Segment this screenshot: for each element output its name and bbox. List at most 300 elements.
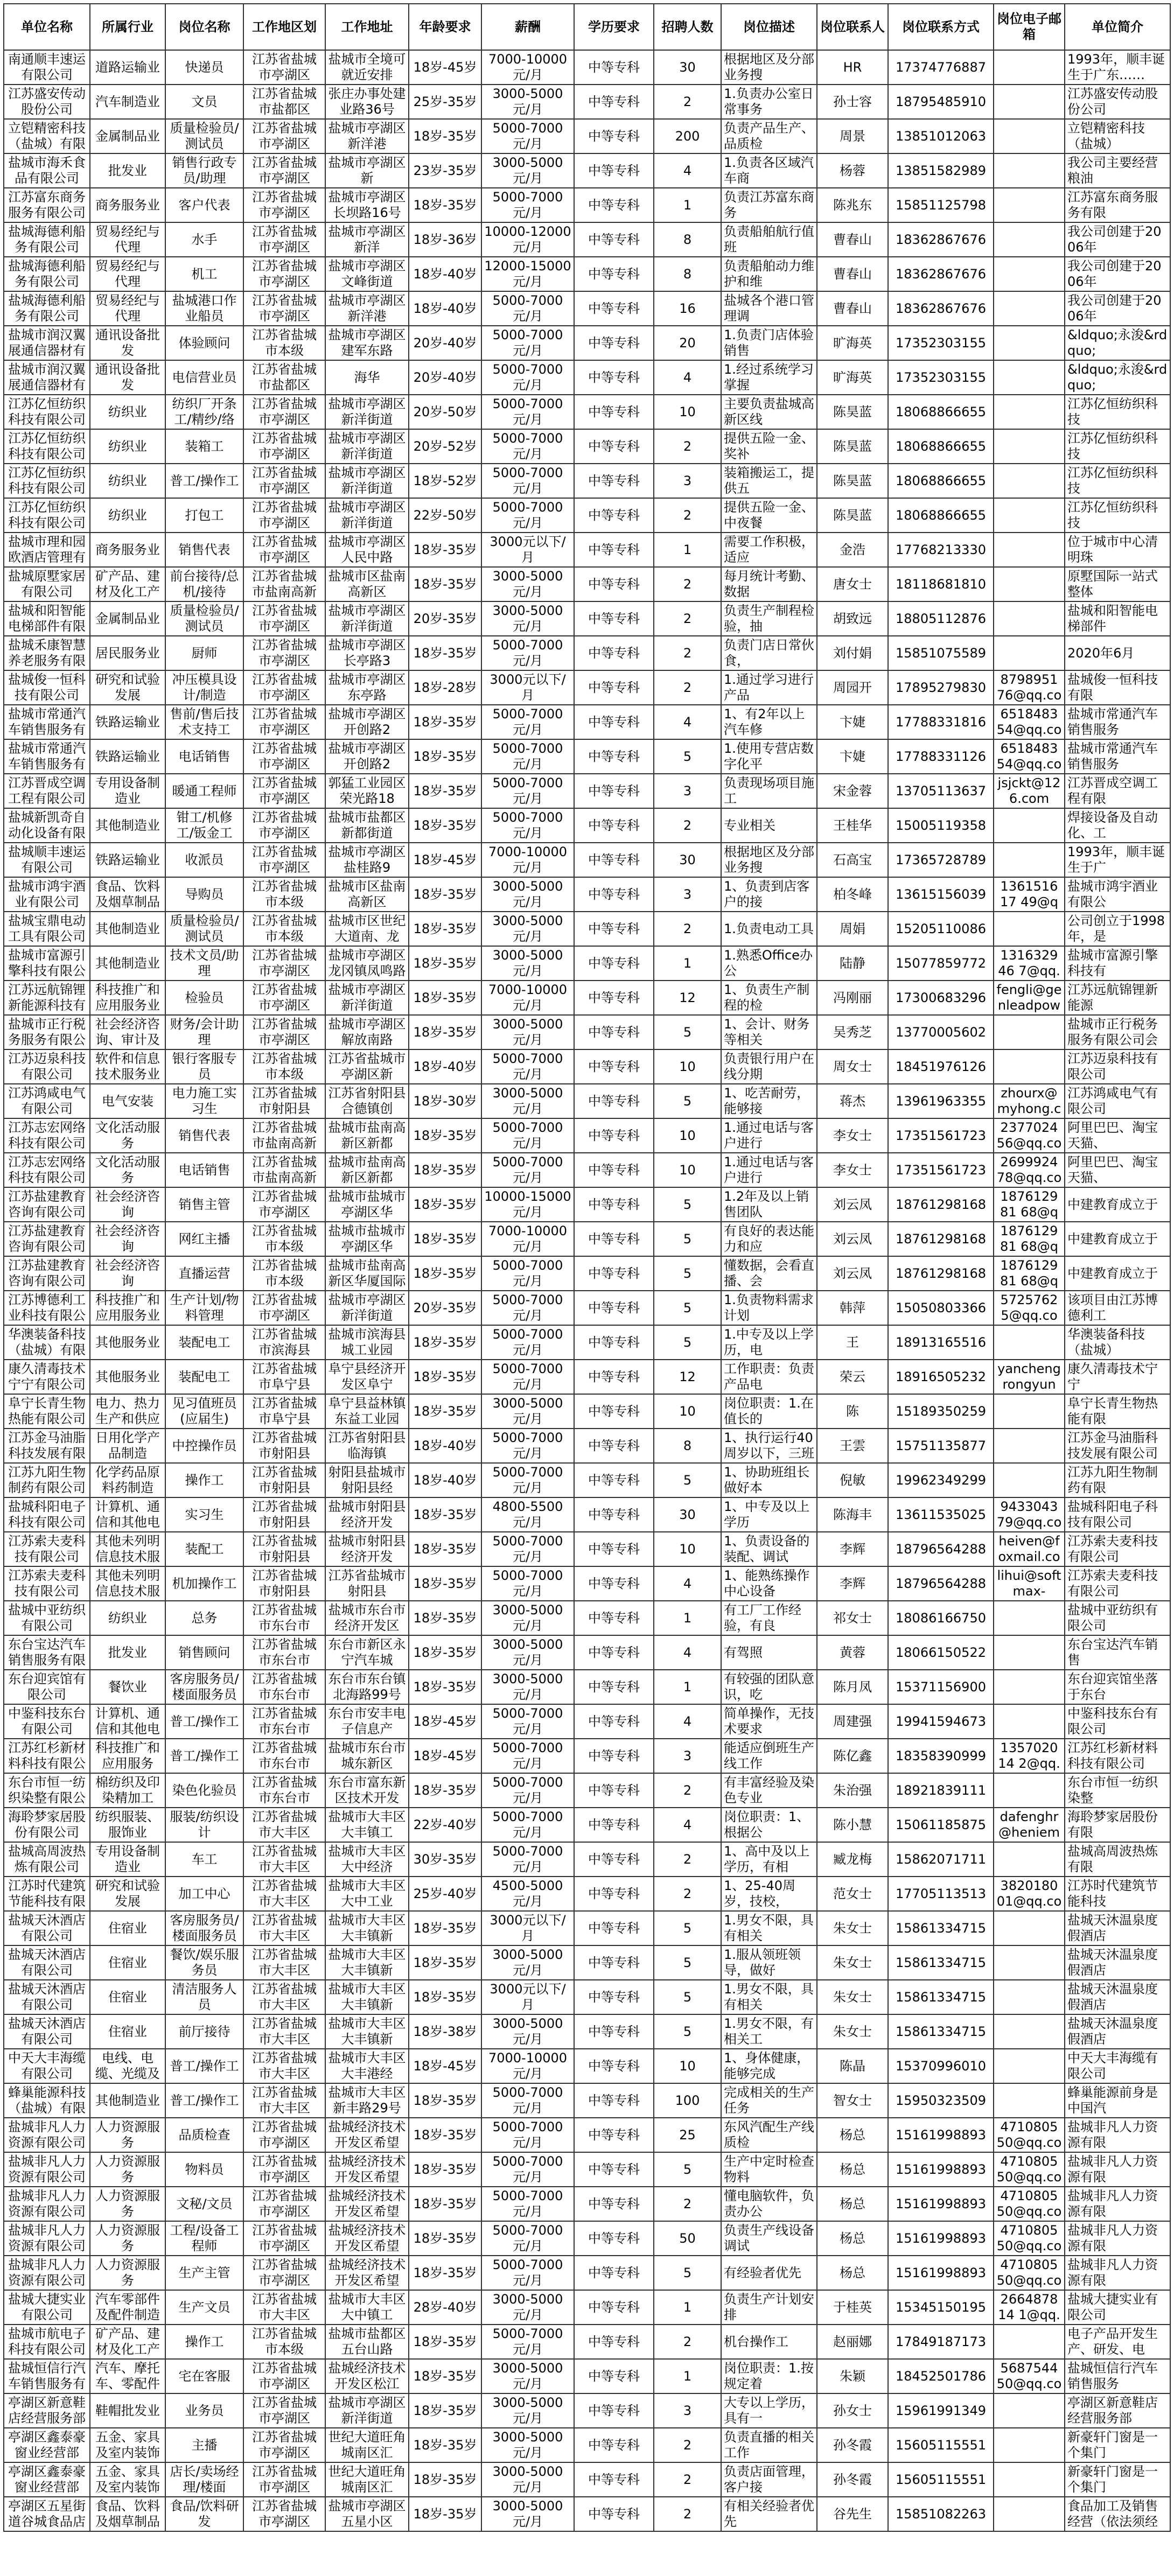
cell-position bbox=[165, 119, 243, 153]
cell-contact-phone bbox=[888, 1429, 994, 1463]
work-district-text: 江苏省盐城市本级 bbox=[252, 327, 317, 358]
contact-phone-text: 13961963355 bbox=[896, 1093, 986, 1109]
contact-phone-text: 15370996010 bbox=[896, 2058, 986, 2074]
position-text: 质量检验员/测试员 bbox=[170, 121, 239, 151]
industry-text: 通讯设备批发 bbox=[95, 327, 160, 358]
headcount-text: 1 bbox=[683, 2299, 692, 2315]
salary-text: 3000-5000元/月 bbox=[492, 2464, 563, 2495]
cell-job-desc bbox=[721, 2393, 817, 2428]
headcount-text: 1 bbox=[683, 1679, 692, 1695]
age-req-text: 20岁-40岁 bbox=[413, 369, 477, 385]
contact-person-text: 赵丽娜 bbox=[833, 2334, 872, 2349]
education-text: 中等专科 bbox=[588, 473, 640, 488]
cell-contact-phone bbox=[888, 257, 994, 291]
age-req-text: 18岁-35岁 bbox=[413, 1644, 477, 1660]
cell-position bbox=[165, 464, 243, 498]
cell-salary bbox=[481, 774, 574, 808]
cell-job-desc bbox=[721, 119, 817, 153]
cell-work-district bbox=[243, 2290, 325, 2325]
cell-work-district bbox=[243, 1463, 325, 1497]
education-text: 中等专科 bbox=[588, 886, 640, 902]
table-row bbox=[4, 808, 1170, 843]
cell-company bbox=[4, 1808, 90, 1842]
cell-education bbox=[574, 2221, 654, 2256]
salary-text: 5000-7000元/月 bbox=[492, 1706, 563, 1737]
cell-job-desc bbox=[721, 1670, 817, 1704]
education-text: 中等专科 bbox=[588, 955, 640, 971]
contact-phone-text: 17365728789 bbox=[896, 852, 986, 867]
company-intro-text: 中建教育成立于 bbox=[1067, 1196, 1158, 1212]
salary-text: 5000-7000元/月 bbox=[492, 741, 563, 772]
cell-company bbox=[4, 1842, 90, 1877]
cell-contact-person bbox=[817, 2393, 888, 2428]
job-desc-text: 生产中定时检查物料 bbox=[724, 2154, 814, 2185]
cell-contact-phone bbox=[888, 119, 994, 153]
position-text: 打包工 bbox=[185, 507, 224, 523]
work-address-text: 江苏省盐城市射阳县 bbox=[328, 1568, 406, 1599]
salary-text: 5000-7000元/月 bbox=[492, 706, 563, 737]
job-desc-text: 提供五险一金、奖补 bbox=[724, 431, 814, 461]
cell-contact-email bbox=[994, 50, 1065, 85]
company-text: 江苏鸿咸电气有限公司 bbox=[8, 1086, 86, 1116]
cell-work-address bbox=[325, 498, 409, 533]
cell-headcount bbox=[654, 636, 721, 670]
headcount-text: 10 bbox=[679, 404, 696, 419]
contact-phone-text: 18068866655 bbox=[896, 507, 986, 523]
cell-position bbox=[165, 1670, 243, 1704]
contact-person-text: 陈小慧 bbox=[833, 1817, 872, 1832]
cell-headcount bbox=[654, 395, 721, 429]
cell-company-intro bbox=[1065, 222, 1170, 257]
cell-company-intro bbox=[1065, 1256, 1170, 1291]
cell-salary bbox=[481, 2256, 574, 2290]
cell-contact-email bbox=[994, 2187, 1065, 2221]
contact-person-text: 韩萍 bbox=[840, 1300, 865, 1315]
cell-headcount bbox=[654, 705, 721, 739]
education-text: 中等专科 bbox=[588, 163, 640, 178]
work-address-text: 盐城市亭湖区东亭路 bbox=[328, 672, 406, 703]
work-district-text: 江苏省盐城市亭湖区 bbox=[252, 2430, 317, 2460]
cell-headcount bbox=[654, 1015, 721, 1049]
cell-salary bbox=[481, 1635, 574, 1670]
contact-phone-text: 18362867676 bbox=[896, 300, 986, 316]
cell-contact-phone bbox=[888, 533, 994, 567]
cell-company-intro bbox=[1065, 1049, 1170, 1084]
salary-text: 3000-5000元/月 bbox=[492, 913, 563, 944]
work-district-text: 江苏省盐城市亭湖区 bbox=[252, 844, 317, 875]
cell-contact-person bbox=[817, 1497, 888, 1532]
cell-company-intro bbox=[1065, 774, 1170, 808]
contact-phone-text: 18761298168 bbox=[896, 1196, 986, 1212]
job-desc-text: 简单操作，无技术要求 bbox=[724, 1706, 814, 1737]
cell-contact-phone bbox=[888, 1153, 994, 1187]
age-req-text: 18岁-38岁 bbox=[413, 2024, 477, 2039]
position-text: 装配电工 bbox=[178, 1334, 230, 1350]
work-district-text: 江苏省盐城市亭湖区 bbox=[252, 810, 317, 841]
cell-work-district bbox=[243, 1153, 325, 1187]
cell-position bbox=[165, 2393, 243, 2428]
work-district-text: 江苏省盐城市射阳县 bbox=[252, 1430, 317, 1461]
industry-text: 住宿业 bbox=[108, 2024, 147, 2039]
cell-work-district bbox=[243, 2152, 325, 2187]
cell-salary bbox=[481, 1773, 574, 1808]
contact-email-text: dafenghr@heniem bbox=[998, 1809, 1060, 1840]
cell-company-intro bbox=[1065, 1842, 1170, 1877]
cell-position bbox=[165, 2187, 243, 2221]
age-req-text: 18岁-35岁 bbox=[413, 2437, 477, 2453]
age-req-text: 18岁-36岁 bbox=[413, 232, 477, 247]
company-text: 盐城非凡人力资源有限公司 bbox=[8, 2154, 86, 2185]
cell-salary bbox=[481, 498, 574, 533]
table-row bbox=[4, 464, 1170, 498]
cell-work-address bbox=[325, 1153, 409, 1187]
work-address-text: 盐城市盐南高新区新都 bbox=[328, 1120, 406, 1151]
cell-industry bbox=[90, 2497, 165, 2531]
position-text: 收派员 bbox=[185, 852, 224, 867]
work-district-text: 江苏省盐城市亭湖区 bbox=[252, 741, 317, 772]
cell-industry bbox=[90, 2393, 165, 2428]
headcount-text: 2 bbox=[683, 94, 692, 109]
cell-contact-phone bbox=[888, 2118, 994, 2152]
cell-work-district bbox=[243, 808, 325, 843]
cell-salary bbox=[481, 1222, 574, 1256]
cell-contact-phone bbox=[888, 1222, 994, 1256]
work-address-text: 盐城市亭湖区龙冈镇凤鸣路 bbox=[328, 948, 406, 978]
cell-company-intro bbox=[1065, 1222, 1170, 1256]
contact-email-text: 187612981 68@q bbox=[1000, 1223, 1058, 1254]
cell-job-desc bbox=[721, 670, 817, 705]
cell-contact-person bbox=[817, 291, 888, 326]
position-text: 前厅接待 bbox=[178, 2024, 230, 2039]
cell-position bbox=[165, 1049, 243, 1084]
cell-work-address bbox=[325, 326, 409, 360]
headcount-text: 5 bbox=[683, 1300, 692, 1315]
contact-person-text: 朱治强 bbox=[833, 1782, 872, 1798]
age-req-text: 18岁-35岁 bbox=[413, 886, 477, 902]
salary-text: 5000-7000元/月 bbox=[492, 2223, 563, 2253]
education-text: 中等专科 bbox=[588, 2403, 640, 2418]
contact-person-text: 孙冬霞 bbox=[833, 2437, 872, 2453]
work-address-text: 江苏省射阳县合德镇创 bbox=[328, 1086, 406, 1116]
position-text: 食品/饮料研发 bbox=[170, 2498, 239, 2529]
cell-headcount bbox=[654, 2462, 721, 2497]
age-req-text: 18岁-35岁 bbox=[413, 1782, 477, 1798]
cell-salary bbox=[481, 2359, 574, 2393]
headcount-text: 5 bbox=[683, 1093, 692, 1109]
position-text: 钳工/机修工/钣金工 bbox=[176, 810, 233, 841]
cell-contact-phone bbox=[888, 1877, 994, 1911]
cell-industry bbox=[90, 429, 165, 464]
age-req-text: 18岁-35岁 bbox=[413, 1196, 477, 1212]
cell-education bbox=[574, 1635, 654, 1670]
industry-text: 专用设备制造业 bbox=[95, 775, 160, 806]
cell-company-intro bbox=[1065, 1084, 1170, 1118]
headcount-text: 10 bbox=[679, 1059, 696, 1074]
industry-text: 文化活动服务 bbox=[95, 1154, 160, 1185]
cell-company-intro bbox=[1065, 2083, 1170, 2118]
position-text: 店长/卖场经理/楼面 bbox=[170, 2464, 239, 2495]
job-desc-text: 1.男女不限，具有相关 bbox=[724, 1913, 814, 1943]
salary-text: 3000-5000元/月 bbox=[492, 1602, 563, 1633]
cell-industry bbox=[90, 257, 165, 291]
cell-company bbox=[4, 291, 90, 326]
cell-position bbox=[165, 257, 243, 291]
education-text: 中等专科 bbox=[588, 1438, 640, 1453]
industry-text: 商务服务业 bbox=[95, 197, 160, 213]
cell-contact-email bbox=[994, 1118, 1065, 1153]
position-text: 销售顾问 bbox=[178, 1644, 230, 1660]
cell-work-district bbox=[243, 1670, 325, 1704]
age-req-text: 18岁-35岁 bbox=[413, 128, 477, 144]
cell-position bbox=[165, 912, 243, 946]
cell-work-address bbox=[325, 2014, 409, 2049]
cell-salary bbox=[481, 739, 574, 774]
table-row bbox=[4, 1497, 1170, 1532]
cell-contact-phone bbox=[888, 2256, 994, 2290]
work-district-text: 江苏省盐城市亭湖区 bbox=[252, 2188, 317, 2219]
cell-industry bbox=[90, 2359, 165, 2393]
cell-headcount bbox=[654, 153, 721, 188]
position-text: 网红主播 bbox=[178, 1231, 230, 1247]
age-req-text: 18岁-45岁 bbox=[413, 59, 477, 75]
contact-phone-text: 15345150195 bbox=[896, 2299, 986, 2315]
company-text: 盐城市常通汽车销售服务有 bbox=[8, 706, 86, 737]
cell-contact-email bbox=[994, 1635, 1065, 1670]
age-req-text: 18岁-40岁 bbox=[413, 1438, 477, 1453]
table-row bbox=[4, 1015, 1170, 1049]
cell-headcount bbox=[654, 50, 721, 85]
company-intro-text: 阜宁长青生物热能有限 bbox=[1067, 1396, 1158, 1426]
cell-salary bbox=[481, 222, 574, 257]
contact-phone-text: 15861334715 bbox=[896, 1920, 986, 1936]
company-intro-text: 新豪轩门窗是一个集门 bbox=[1067, 2464, 1158, 2495]
cell-industry bbox=[90, 1532, 165, 1566]
contact-person-text: 周景 bbox=[840, 128, 865, 144]
contact-person-text: 陈昊蓝 bbox=[833, 438, 872, 454]
age-req-text: 18岁-35岁 bbox=[413, 2161, 477, 2177]
industry-text: 批发业 bbox=[108, 163, 147, 178]
contact-person-text: 王桂华 bbox=[833, 817, 872, 833]
company-text: 亭湖区五星街道谷城食品店 bbox=[8, 2498, 86, 2529]
education-text: 中等专科 bbox=[588, 1817, 640, 1832]
salary-text: 3000-5000元/月 bbox=[492, 879, 563, 909]
position-text: 银行客服专员 bbox=[172, 1051, 237, 1082]
cell-company bbox=[4, 222, 90, 257]
work-district-text: 江苏省盐城市亭湖区 bbox=[252, 431, 317, 461]
cell-salary bbox=[481, 1394, 574, 1429]
work-address-text: 盐城市盐都区五台山路 bbox=[328, 2326, 406, 2357]
cell-contact-email bbox=[994, 429, 1065, 464]
cell-job-desc bbox=[721, 636, 817, 670]
cell-education bbox=[574, 981, 654, 1015]
work-district-text: 江苏省盐城市本级 bbox=[252, 1051, 317, 1082]
cell-position bbox=[165, 2497, 243, 2531]
cell-salary bbox=[481, 705, 574, 739]
cell-work-address bbox=[325, 1704, 409, 1739]
work-district-text: 江苏省盐城市东台市 bbox=[252, 1706, 317, 1737]
table-row bbox=[4, 429, 1170, 464]
cell-work-district bbox=[243, 291, 325, 326]
cell-age-req bbox=[409, 946, 481, 981]
cell-work-address bbox=[325, 257, 409, 291]
contact-email-text: 136151617 49@q bbox=[1000, 879, 1058, 909]
job-desc-text: 懂数据，会看直播、会 bbox=[724, 1258, 814, 1289]
work-address-text: 盐城市滨海县城工业园 bbox=[328, 1327, 406, 1357]
work-address-text: 江苏省射阳县临海镇 bbox=[328, 1430, 406, 1461]
job-desc-text: 有良好的表达能力和应 bbox=[724, 1223, 814, 1254]
cell-contact-email bbox=[994, 1015, 1065, 1049]
contact-phone-text: 15161998893 bbox=[896, 2230, 986, 2246]
cell-position bbox=[165, 395, 243, 429]
cell-headcount bbox=[654, 222, 721, 257]
work-address-text: 盐城经济技术开发区希望 bbox=[328, 2119, 406, 2150]
industry-text: 矿产品、建材及化工产 bbox=[95, 569, 160, 599]
company-text: 江苏时代建筑节能科技有限 bbox=[8, 1878, 86, 1909]
work-district-text: 江苏省盐城市射阳县 bbox=[252, 1568, 317, 1599]
cell-headcount bbox=[654, 326, 721, 360]
table-row bbox=[4, 739, 1170, 774]
cell-work-district bbox=[243, 2497, 325, 2531]
industry-text: 纺织业 bbox=[108, 1610, 147, 1626]
cell-company bbox=[4, 2152, 90, 2187]
salary-text: 3000-5000元/月 bbox=[492, 2395, 563, 2426]
cell-age-req bbox=[409, 498, 481, 533]
cell-salary bbox=[481, 843, 574, 877]
salary-text: 7000-10000元/月 bbox=[488, 52, 568, 82]
headcount-text: 3 bbox=[683, 886, 692, 902]
contact-phone-text: 15605115551 bbox=[896, 2437, 986, 2453]
age-req-text: 18岁-40岁 bbox=[413, 1059, 477, 1074]
table-row bbox=[4, 1463, 1170, 1497]
contact-phone-text: 19941594673 bbox=[896, 1713, 986, 1729]
contact-phone-text: 18916505232 bbox=[896, 1369, 986, 1384]
cell-company bbox=[4, 395, 90, 429]
work-district-text: 江苏省盐城市亭湖区 bbox=[252, 2498, 317, 2529]
cell-headcount bbox=[654, 601, 721, 636]
work-address-text: 盐城市盐南高新区新都 bbox=[328, 1154, 406, 1185]
cell-education bbox=[574, 1187, 654, 1222]
header-work-address: 工作地址 bbox=[325, 4, 409, 50]
cell-work-district bbox=[243, 1222, 325, 1256]
cell-work-address bbox=[325, 1842, 409, 1877]
work-address-text: 盐城市亭湖区新洋街道 bbox=[328, 431, 406, 461]
work-address-text: 盐城市亭湖区新洋街道 bbox=[328, 2395, 406, 2426]
position-text: 体验顾问 bbox=[178, 335, 230, 351]
cell-contact-person bbox=[817, 877, 888, 912]
cell-industry bbox=[90, 981, 165, 1015]
education-text: 中等专科 bbox=[588, 2437, 640, 2453]
cell-contact-phone bbox=[888, 1670, 994, 1704]
cell-age-req bbox=[409, 2049, 481, 2083]
job-desc-text: 机台操作工 bbox=[724, 2334, 788, 2349]
cell-job-desc bbox=[721, 1601, 817, 1635]
work-district-text: 江苏省盐城市射阳县 bbox=[252, 1086, 317, 1116]
age-req-text: 20岁-52岁 bbox=[413, 438, 477, 454]
contact-phone-text: 15061185875 bbox=[896, 1817, 986, 1832]
cell-headcount bbox=[654, 429, 721, 464]
cell-work-district bbox=[243, 2256, 325, 2290]
cell-industry bbox=[90, 2428, 165, 2462]
job-desc-text: 懂电脑软件，负责办公 bbox=[724, 2188, 814, 2219]
age-req-text: 18岁-35岁 bbox=[413, 990, 477, 1005]
cell-education bbox=[574, 188, 654, 222]
cell-age-req bbox=[409, 1980, 481, 2014]
cell-headcount bbox=[654, 912, 721, 946]
contact-email-text: 651848354@qq.co bbox=[996, 706, 1062, 737]
cell-contact-phone bbox=[888, 2187, 994, 2221]
work-district-text: 江苏省盐城市亭湖区 bbox=[252, 2154, 317, 2185]
cell-headcount bbox=[654, 1153, 721, 1187]
contact-person-text: 曹春山 bbox=[833, 266, 872, 282]
cell-work-district bbox=[243, 2325, 325, 2359]
cell-contact-phone bbox=[888, 1980, 994, 2014]
company-intro-text: 盐城非凡人力资源有限 bbox=[1067, 2257, 1158, 2288]
cell-education bbox=[574, 2462, 654, 2497]
cell-age-req bbox=[409, 2325, 481, 2359]
education-text: 中等专科 bbox=[588, 1162, 640, 1178]
work-address-text: 盐城市大丰区大丰镇新 bbox=[328, 1913, 406, 1943]
salary-text: 5000-7000元/月 bbox=[492, 1775, 563, 1805]
cell-education bbox=[574, 1325, 654, 1360]
salary-text: 5000-7000元/月 bbox=[492, 1568, 563, 1599]
header-contact-email: 岗位电子邮箱 bbox=[994, 4, 1065, 50]
work-district-text: 江苏省盐城市盐南高新 bbox=[252, 1154, 317, 1185]
company-intro-text: 江苏鸿咸电气有限公司 bbox=[1067, 1086, 1158, 1116]
work-district-text: 江苏省盐城市盐南高新 bbox=[252, 569, 317, 599]
contact-phone-text: 15861334715 bbox=[896, 1955, 986, 1970]
cell-contact-email bbox=[994, 774, 1065, 808]
cell-contact-email bbox=[994, 2462, 1065, 2497]
salary-text: 5000-7000元/月 bbox=[492, 362, 563, 393]
work-address-text: 盐城市亭湖区新洋街道 bbox=[328, 465, 406, 496]
cell-salary bbox=[481, 808, 574, 843]
cell-company bbox=[4, 1945, 90, 1980]
cell-education bbox=[574, 739, 654, 774]
cell-contact-person bbox=[817, 119, 888, 153]
age-req-text: 18岁-35岁 bbox=[413, 2506, 477, 2522]
work-address-text: 东台市安丰电子信息产 bbox=[328, 1706, 406, 1737]
cell-industry bbox=[90, 1670, 165, 1704]
cell-salary bbox=[481, 429, 574, 464]
work-address-text: 盐城市全境可就近安排 bbox=[328, 52, 406, 82]
cell-industry bbox=[90, 1739, 165, 1773]
cell-salary bbox=[481, 1670, 574, 1704]
cell-contact-phone bbox=[888, 2359, 994, 2393]
age-req-text: 25岁-35岁 bbox=[413, 94, 477, 109]
table-row bbox=[4, 877, 1170, 912]
cell-industry bbox=[90, 1360, 165, 1394]
cell-contact-phone bbox=[888, 2393, 994, 2428]
cell-work-address bbox=[325, 2428, 409, 2462]
table-row bbox=[4, 326, 1170, 360]
company-text: 盐城中亚纺织有限公司 bbox=[8, 1602, 86, 1633]
position-text: 总务 bbox=[191, 1610, 218, 1626]
age-req-text: 18岁-35岁 bbox=[413, 2472, 477, 2487]
company-intro-text: 食品加工及销售经营（依法须经 bbox=[1067, 2498, 1158, 2529]
job-desc-text: 1、吃苦耐劳，能够接 bbox=[724, 1086, 810, 1116]
cell-job-desc bbox=[721, 1429, 817, 1463]
age-req-text: 18岁-35岁 bbox=[413, 2230, 477, 2246]
cell-headcount bbox=[654, 85, 721, 119]
position-text: 销售主管 bbox=[178, 1196, 230, 1212]
salary-text: 3000-5000元/月 bbox=[492, 603, 563, 634]
position-text: 客房服务员/楼面服务员 bbox=[170, 1913, 239, 1943]
cell-work-address bbox=[325, 1601, 409, 1635]
cell-headcount bbox=[654, 2256, 721, 2290]
age-req-text: 18岁-35岁 bbox=[413, 1231, 477, 1247]
cell-age-req bbox=[409, 1394, 481, 1429]
cell-headcount bbox=[654, 2118, 721, 2152]
